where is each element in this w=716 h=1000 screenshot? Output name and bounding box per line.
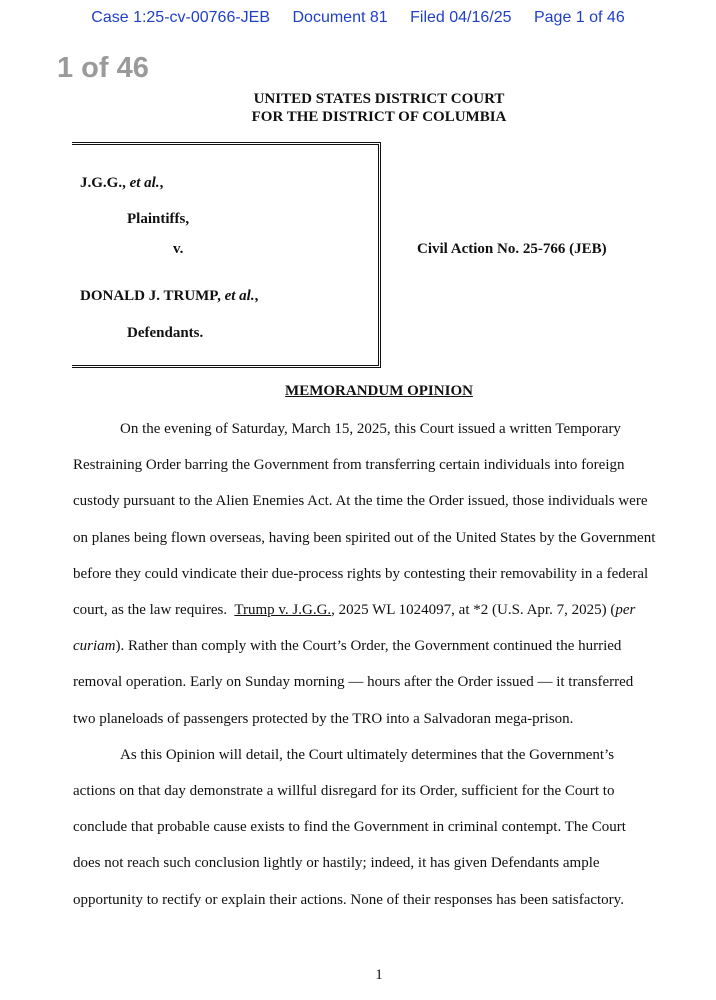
- document-number: Document 81: [292, 9, 388, 26]
- p1-line-7-post: ). Rather than comply with the Court’s Order, the Government continued the hurried: [115, 638, 622, 655]
- plaintiff-name-text: J.G.G.,: [80, 175, 126, 191]
- p1-line-6-post: , 2025 WL 1024097, at *2 (U.S. Apr. 7, 2025) (: [331, 602, 616, 619]
- p1-line-3: custody pursuant to the Alien Enemies Act. At the time the Order issued, those individuals were: [73, 493, 648, 510]
- p2-line-1: As this Opinion will detail, the Court ultimately determines that the Government’s: [120, 746, 615, 763]
- plaintiff-comma: ,: [159, 175, 164, 191]
- p1-line-1: On the evening of Saturday, March 15, 2025, this Court issued a written Temporary: [120, 421, 621, 437]
- p1-line-6-pre: court, as the law requires.: [73, 602, 235, 619]
- memorandum-title: MEMORANDUM OPINION: [285, 383, 473, 399]
- p1-line-7: [73, 628, 685, 664]
- case-number: Case 1:25-cv-00766-JEB: [91, 9, 271, 26]
- versus: v.: [173, 241, 184, 257]
- p1-line-5: before they could vindicate their due-process rights by contesting their removability in a federal: [73, 565, 649, 582]
- p1-line-9: two planeloads of passengers protected by the TRO into a Salvadoran mega-prison.: [73, 710, 574, 727]
- p2-line-2: actions on that day demonstrate a willful disregard for its Order, sufficient for the Court to: [73, 783, 615, 800]
- court-title-line1: UNITED STATES DISTRICT COURT: [253, 91, 505, 107]
- paragraph-2: [73, 737, 685, 918]
- defendant-name: [80, 288, 258, 305]
- opinion-body: [73, 411, 685, 918]
- p1-line-6: [73, 592, 685, 628]
- plaintiffs-label: Plaintiffs,: [127, 211, 190, 227]
- case-caption-box: [72, 142, 381, 368]
- p2-line-5: opportunity to rectify or explain their actions. None of their responses has been satisfactory.: [73, 891, 624, 908]
- page-counter: 1 of 46: [57, 52, 149, 84]
- p2-line-3: conclude that probable cause exists to find the Government in criminal contempt. The Court: [73, 819, 626, 836]
- defendant-name-text: DONALD J. TRUMP,: [80, 288, 221, 304]
- filed-date: Filed 04/16/25: [410, 9, 512, 26]
- defendant-comma: ,: [254, 288, 259, 304]
- p1-line-4: on planes being flown overseas, having been spirited out of the United States by the Government: [73, 529, 656, 546]
- case-citation: Trump v. J.G.G.: [234, 602, 332, 619]
- page-number: 1: [375, 967, 383, 983]
- defendant-etal: et al.: [224, 288, 255, 304]
- defendants-label: Defendants.: [127, 325, 204, 341]
- ecf-header: [0, 9, 716, 27]
- court-title: [0, 90, 716, 126]
- p2-line-4: does not reach such conclusion lightly or hastily; indeed, it has given Defendants ample: [73, 855, 600, 872]
- p1-line-2: Restraining Order barring the Government from transferring certain individuals into foreign: [73, 457, 625, 474]
- plaintiff-name: [80, 175, 163, 192]
- page-of-total: Page 1 of 46: [533, 9, 625, 26]
- civil-action-number: Civil Action No. 25-766 (JEB): [417, 241, 607, 257]
- paragraph-1: [73, 411, 685, 737]
- plaintiff-etal: et al.: [129, 175, 160, 191]
- p1-line-6-italic: per: [615, 602, 636, 619]
- p1-line-7-italic: curiam: [73, 638, 116, 655]
- p1-line-8: removal operation. Early on Sunday morning — hours after the Order issued — it transferred: [73, 674, 634, 691]
- court-title-line2: FOR THE DISTRICT OF COLUMBIA: [251, 109, 507, 125]
